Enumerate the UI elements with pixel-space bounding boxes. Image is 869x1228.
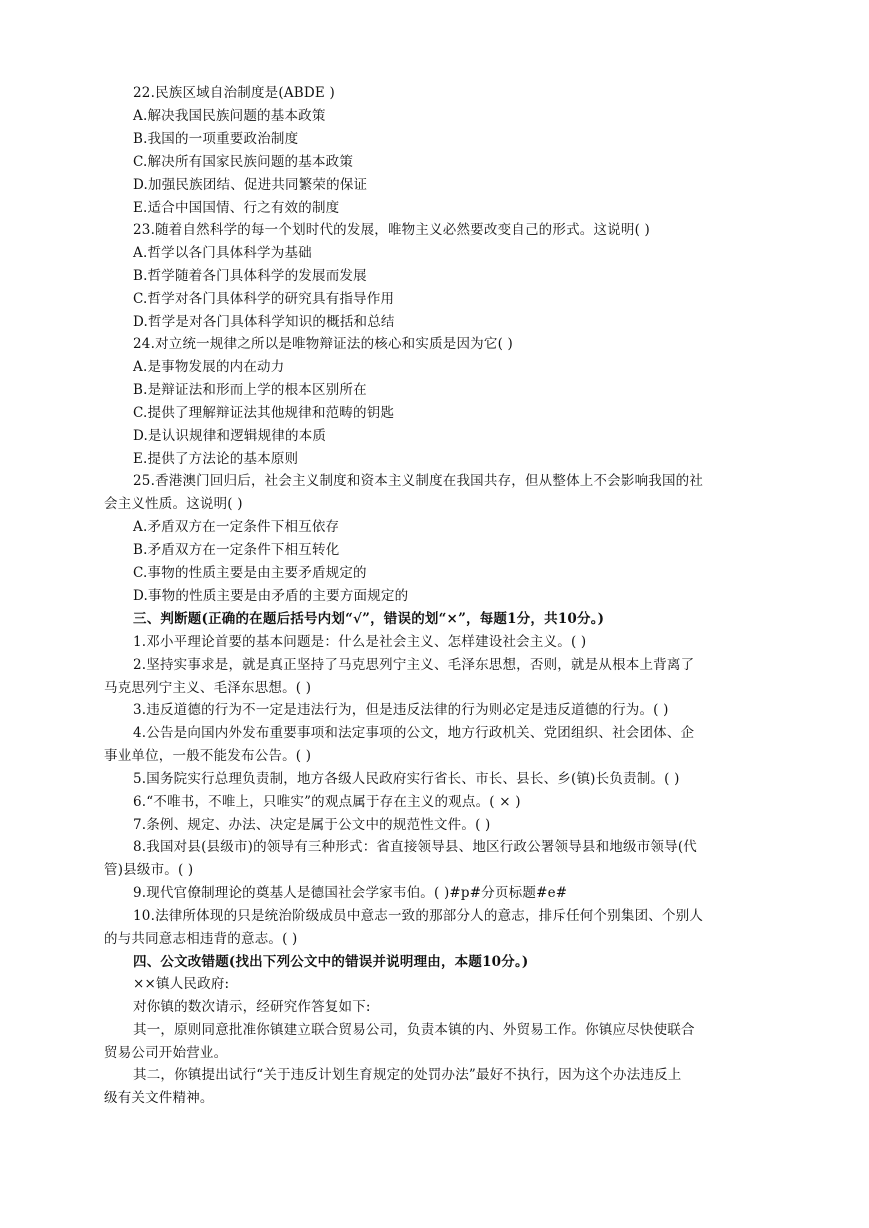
q22-option-c: C.解决所有国家民族问题的基本政策 — [133, 154, 354, 170]
judgement-8-line1: 8.我国对县(县级市)的领导有三种形式：省直接领导县、地区行政公署领导县和地级市领导(代 — [133, 839, 697, 855]
q24-option-c: C.提供了理解辩证法其他规律和范畴的钥匙 — [133, 405, 395, 421]
letter-point1-line2: 贸易公司开始营业。 — [104, 1045, 228, 1061]
q24-stem: 24.对立统一规律之所以是唯物辩证法的核心和实质是因为它( ) — [133, 336, 513, 352]
q22-option-e: E.适合中国国情、行之有效的制度 — [133, 200, 340, 216]
q23-option-c: C.哲学对各门具体科学的研究具有指导作用 — [133, 291, 395, 307]
q22-stem: 22.民族区域自治制度是(ABDE ) — [133, 85, 335, 101]
q24-option-a: A.是事物发展的内在动力 — [133, 359, 285, 375]
letter-intro: 对你镇的数次请示，经研究作答复如下: — [133, 999, 371, 1015]
judgement-3: 3.违反道德的行为不一定是违法行为，但是违反法律的行为则必定是违反道德的行为。( ) — [133, 702, 669, 718]
q24-option-b: B.是辩证法和形而上学的根本区别所在 — [133, 382, 367, 398]
judgement-7: 7.条例、规定、办法、决定是属于公文中的规范性文件。( ) — [133, 817, 491, 833]
q23-option-a: A.哲学以各门具体科学为基础 — [133, 245, 312, 261]
q25-option-c: C.事物的性质主要是由主要矛盾规定的 — [133, 565, 367, 581]
letter-point2-line1: 其二，你镇提出试行“关于违反计划生育规定的处罚办法”最好不执行，因为这个办法违反上 — [133, 1067, 682, 1083]
judgement-5: 5.国务院实行总理负责制，地方各级人民政府实行省长、市长、县长、乡(镇)长负责制。( ) — [133, 771, 680, 787]
judgement-4-line1: 4.公告是向国内外发布重要事项和法定事项的公文，地方行政机关、党团组织、社会团体、企 — [133, 725, 695, 741]
judgement-2-line1: 2.坚持实事求是，就是真正坚持了马克思列宁主义、毛泽东思想，否则，就是从根本上背离了 — [133, 657, 695, 673]
letter-point1-line1: 其一，原则同意批准你镇建立联合贸易公司，负责本镇的内、外贸易工作。你镇应尽快使联合 — [133, 1022, 695, 1038]
q25-option-d: D.事物的性质主要是由矛盾的主要方面规定的 — [133, 588, 409, 604]
q22-option-b: B.我国的一项重要政治制度 — [133, 131, 299, 147]
q23-stem: 23.随着自然科学的每一个划时代的发展，唯物主义必然要改变自己的形式。这说明( ) — [133, 222, 650, 238]
judgement-10-line2: 的与共同意志相违背的意志。( ) — [104, 931, 298, 947]
q22-option-d: D.加强民族团结、促进共同繁荣的保证 — [133, 177, 368, 193]
q25-option-a: A.矛盾双方在一定条件下相互依存 — [133, 519, 340, 535]
judgement-6: 6.“不唯书，不唯上，只唯实”的观点属于存在主义的观点。( × ) — [133, 794, 521, 810]
q23-option-d: D.哲学是对各门具体科学知识的概括和总结 — [133, 314, 395, 330]
q22-option-a: A.解决我国民族问题的基本政策 — [133, 108, 326, 124]
judgement-2-line2: 马克思列宁主义、毛泽东思想。( ) — [104, 680, 312, 696]
judgement-1: 1.邓小平理论首要的基本问题是：什么是社会主义、怎样建设社会主义。( ) — [133, 634, 587, 650]
q25-option-b: B.矛盾双方在一定条件下相互转化 — [133, 542, 340, 558]
judgement-4-line2: 事业单位，一般不能发布公告。( ) — [104, 748, 312, 764]
section3-title: 三、判断题(正确的在题后括号内划“√”，错误的划“×”，每题1分，共10分。) — [133, 611, 605, 627]
q25-stem-line2: 会主义性质。这说明( ) — [104, 496, 243, 512]
q25-stem-line1: 25.香港澳门回归后，社会主义制度和资本主义制度在我国共存，但从整体上不会影响我国的社 — [133, 473, 704, 489]
q24-option-e: E.提供了方法论的基本原则 — [133, 451, 299, 467]
judgement-8-line2: 管)县级市。( ) — [104, 862, 194, 878]
letter-point2-line2: 级有关文件精神。 — [104, 1090, 214, 1106]
q23-option-b: B.哲学随着各门具体科学的发展而发展 — [133, 268, 367, 284]
judgement-9: 9.现代官僚制理论的奠基人是德国社会学家韦伯。( )#p#分页标题#e# — [133, 885, 568, 901]
section4-title: 四、公文改错题(找出下列公文中的错误并说明理由，本题10分。) — [133, 954, 529, 970]
judgement-10-line1: 10.法律所体现的只是统治阶级成员中意志一致的那部分人的意志，排斥任何个别集团、个别人 — [133, 908, 704, 924]
letter-addressee: ××镇人民政府: — [133, 976, 230, 992]
q24-option-d: D.是认识规律和逻辑规律的本质 — [133, 428, 327, 444]
